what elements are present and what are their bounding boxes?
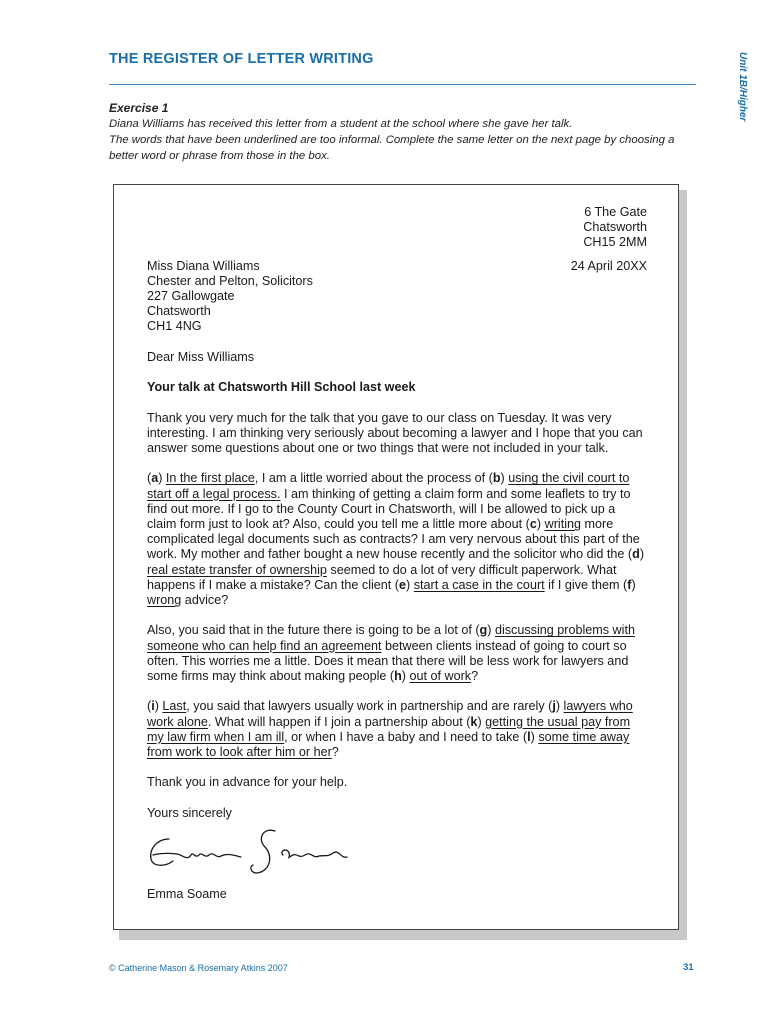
letter-box bbox=[113, 184, 679, 930]
recipient-row bbox=[147, 259, 647, 335]
letter-subject: Your talk at Chatsworth Hill School last week bbox=[147, 380, 416, 395]
text-run: between clients instead of going to court so often. This worries me a little. Does it mean that there will be less work for lawyers and some firms may think about making people ( bbox=[147, 638, 629, 684]
page-title: THE REGISTER OF LETTER WRITING bbox=[109, 51, 374, 67]
handwritten-signature bbox=[147, 825, 367, 881]
gap-label: d bbox=[632, 547, 640, 562]
copyright-notice: © Catherine Mason & Rosemary Atkins 2007 bbox=[109, 963, 288, 973]
text-run: ? bbox=[331, 745, 339, 760]
recipient-line: Chatsworth bbox=[147, 304, 211, 319]
text-run: ? bbox=[471, 669, 479, 684]
gap-label: b bbox=[492, 471, 501, 486]
text-run: , or when I have a baby and I need to take ( bbox=[284, 729, 528, 744]
gap-label: c bbox=[529, 517, 537, 531]
sender-address bbox=[147, 205, 647, 251]
text-run: , you said that lawyers usually work in partnership and are rarely ( bbox=[186, 699, 553, 714]
text-run: I am thinking of getting a claim form and some leaflets to try to find out more. If I go to the County Court in Chatsworth, will I be allowed to pick up a claim form just to look at? Also, could you tell me a little more about ( bbox=[147, 486, 631, 531]
paragraph-3: Also, you said that in the future there is going to be a lot of (g) discussing problems with someone who can help find an agreement between clients instead of going to court so often. This worries me a little. Does it mean that there will be less work for lawyers and some firms may think about making people (h) out of work? bbox=[147, 623, 635, 684]
underlined-phrase: lawyers who work alone bbox=[147, 699, 633, 729]
underlined-phrase: wrong bbox=[147, 593, 182, 608]
underlined-phrase: real estate transfer of ownership bbox=[147, 562, 327, 577]
title-divider bbox=[109, 84, 696, 85]
text-run: advice? bbox=[181, 593, 229, 608]
sender-line: 6 The Gate bbox=[584, 205, 647, 219]
text-run: Also, you said that in the future there is going to be a lot of ( bbox=[147, 623, 480, 638]
underlined-phrase: using the civil court to start off a legal process. bbox=[147, 471, 630, 501]
text-run: if I give them ( bbox=[544, 577, 628, 592]
thanks-line: Thank you in advance for your help. bbox=[147, 775, 348, 790]
closing: Yours sincerely bbox=[147, 805, 232, 820]
underlined-phrase: start a case in the court bbox=[413, 577, 545, 592]
underlined-phrase: In the first place bbox=[165, 471, 255, 486]
gap-label: l bbox=[527, 729, 531, 744]
exercise-title: Exercise 1 bbox=[109, 101, 169, 115]
gap-label: j bbox=[552, 699, 556, 714]
recipient-address bbox=[147, 259, 313, 335]
letter-body bbox=[147, 205, 647, 902]
paragraph-2: (a) In the first place, I am a little worried about the process of (b) using the civil court to start off a legal process. I am thinking of getting a claim form and some leaflets to try to find out more. If I go to the County Court in Chatsworth, will I be allowed to pick up a claim form just to look at? Also, could you tell me a little more about (c) writing more complicated legal documents such as contracts? I am very nervous about this part of the work. My mother and father bought a new house recently and the solicitor who did the (d) real estate transfer of ownership seemed to do a lot of very difficult paperwork. What happens if I make a mistake? Can the client (e) start a case in the court if I give them (f) wrong advice? bbox=[147, 471, 645, 608]
text-run: , I am a little worried about the process of ( bbox=[254, 471, 493, 486]
underlined-phrase: discussing problems with someone who can help find an agreement bbox=[147, 623, 635, 653]
underlined-phrase: writing bbox=[544, 517, 582, 531]
recipient-line: Miss Diana Williams bbox=[147, 258, 260, 273]
sender-line: Chatsworth bbox=[583, 220, 647, 235]
recipient-line: Chester and Pelton, Solicitors bbox=[147, 273, 313, 288]
recipient-line: 227 Gallowgate bbox=[147, 289, 235, 304]
gap-label: i bbox=[151, 699, 155, 714]
text-run: . What will happen if I join a partnership about ( bbox=[207, 714, 471, 729]
exercise-line-2: The words that have been underlined are too informal. Complete the same letter on the next page by choosing a better word or phrase from those in the box. bbox=[109, 134, 675, 162]
gap-label: f bbox=[627, 577, 632, 592]
text-run: seemed to do a lot of very difficult paperwork. What happens if I make a mistake? Can the client ( bbox=[147, 562, 617, 592]
underlined-phrase: Last bbox=[162, 699, 187, 714]
sender-line: CH15 2MM bbox=[583, 235, 647, 250]
gap-label: g bbox=[479, 623, 488, 638]
letter-date: 24 April 20XX bbox=[570, 258, 647, 273]
underlined-phrase: out of work bbox=[409, 669, 472, 684]
underlined-phrase: some time away from work to look after him or her bbox=[147, 729, 630, 760]
gap-label: a bbox=[151, 471, 159, 486]
gap-label: k bbox=[470, 714, 478, 729]
exercise-line-1: Diana Williams has received this letter from a student at the school where she gave her talk. bbox=[109, 118, 573, 130]
gap-label: e bbox=[399, 577, 407, 592]
paragraph-1: Thank you very much for the talk that you gave to our class on Tuesday. It was very interesting. I am thinking very seriously about becoming a lawyer and I hope that you can answer some questions about one or two things that were not included in your talk. bbox=[147, 410, 643, 455]
signature-name: Emma Soame bbox=[147, 887, 227, 901]
recipient-line: CH1 4NG bbox=[147, 319, 202, 334]
exercise-instructions bbox=[109, 100, 699, 164]
gap-label: h bbox=[394, 669, 402, 684]
salutation: Dear Miss Williams bbox=[147, 349, 255, 364]
paragraph-4: (i) Last, you said that lawyers usually work in partnership and are rarely (j) lawyers who work alone. What will happen if I join a partnership about (k) getting the usual pay from my law firm when I am ill, or when I have a baby and I need to take (l) some time away from work to look after him or her? bbox=[147, 699, 633, 760]
page-number: 31 bbox=[683, 962, 694, 973]
text-run: more complicated legal documents such as contracts? I am very nervous about this part of the work. My mother and father bought a new house recently and the solicitor who did the ( bbox=[147, 517, 640, 562]
underlined-phrase: getting the usual pay from my law firm when I am ill bbox=[147, 714, 631, 744]
unit-side-tab: Unit 1B/Higher bbox=[737, 52, 748, 122]
